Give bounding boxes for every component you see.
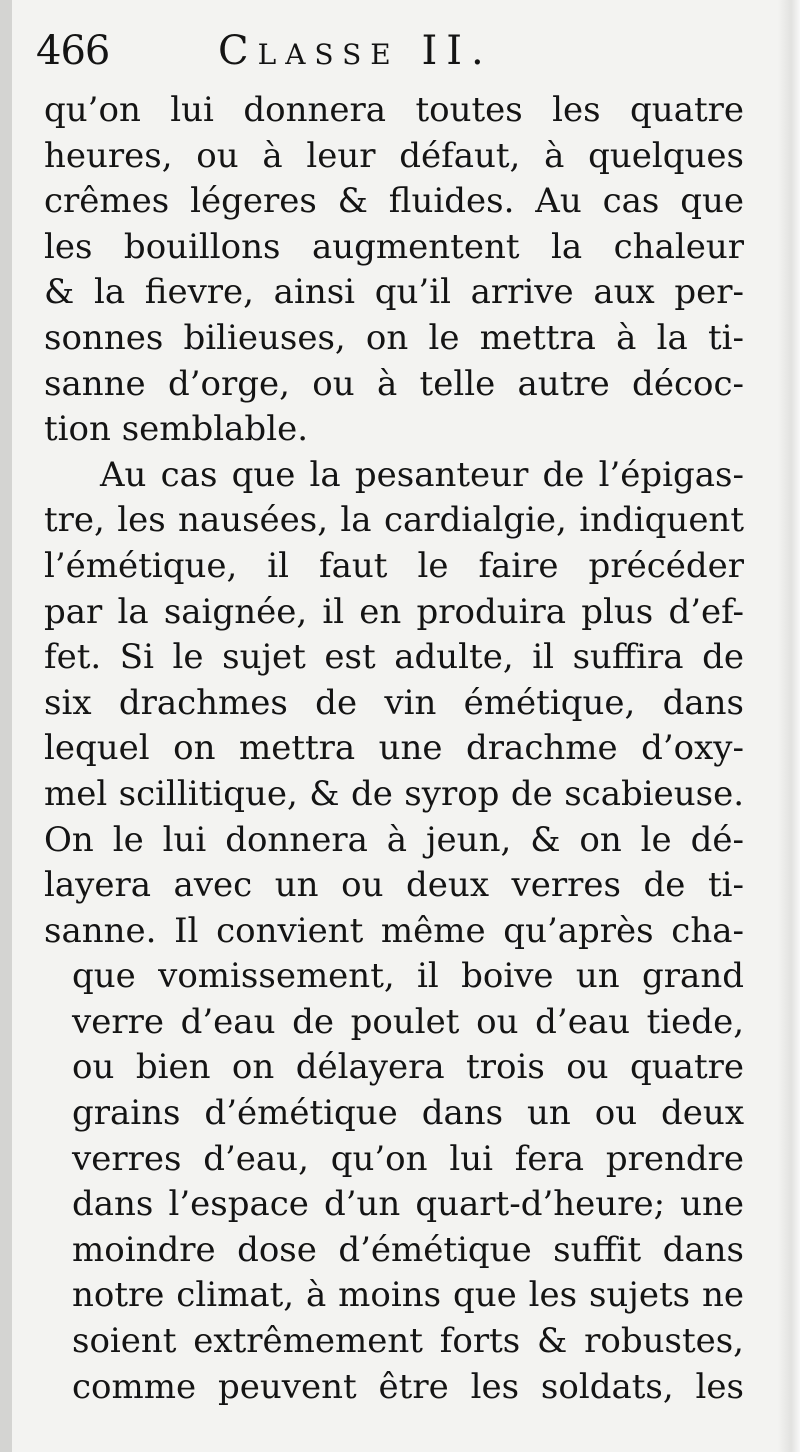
text-line: tion semblable. — [44, 409, 308, 450]
text-line: comme peuvent être les soldats, les — [72, 1366, 744, 1407]
text-line: dans l’espace d’un quart-d’heure; une — [72, 1184, 744, 1225]
text-line: moindre dose d’émétique suffit dans — [72, 1229, 744, 1270]
text-line: notre climat, à moins que les sujets ne — [72, 1275, 744, 1316]
text-line: grains d’émétique dans un ou deux — [72, 1093, 744, 1134]
text-line: crêmes légeres & fluides. Au cas que — [44, 181, 744, 222]
text-line: verre d’eau de poulet ou d’eau tiede, — [72, 1001, 744, 1042]
text-line: layera avec un ou deux verres de ti- — [44, 865, 744, 906]
page-left-edge — [0, 0, 12, 1452]
text-line: verres d’eau, qu’on lui fera prendre — [72, 1138, 744, 1179]
text-line: soient extrêmement forts & robustes, — [72, 1321, 744, 1362]
text-line: mel scillitique, & de syrop de scabieuse. — [44, 773, 744, 814]
text-line: On le lui donnera à jeun, & on le dé- — [44, 819, 744, 860]
text-line: que vomissement, il boive un grand — [72, 956, 744, 997]
text-line: & la fievre, ainsi qu’il arrive aux per- — [44, 272, 744, 313]
page-number: 466 — [36, 28, 110, 74]
page-right-edge — [778, 0, 800, 1452]
text-line: ou bien on délayera trois ou quatre — [72, 1047, 744, 1088]
text-line: heures, ou à leur défaut, à quelques — [44, 135, 744, 176]
text-line: qu’on lui donnera toutes les quatre — [44, 90, 744, 130]
paragraph-first-line: Au cas que la pesanteur de l’épigas- — [100, 454, 744, 495]
text-line: l’émétique, il faut le faire précéder — [44, 545, 744, 586]
text-line: les bouillons augmentent la chaleur — [44, 226, 744, 267]
text-line: fet. Si le sujet est adulte, il suffira de — [44, 637, 744, 678]
text-line: sonnes bilieuses, on le mettra à la ti- — [44, 317, 744, 358]
text-line: sanne. Il convient même qu’après cha- — [44, 910, 744, 951]
body-text — [44, 88, 744, 1410]
text-line: par la saignée, il en produira plus d’ef- — [44, 591, 744, 632]
text-line: lequel on mettra une drachme d’oxy- — [44, 728, 744, 769]
text-line: six drachmes de vin émétique, dans — [44, 682, 744, 723]
running-head: Classe II. — [218, 28, 493, 74]
text-line: sanne d’orge, ou à telle autre décoc- — [44, 363, 744, 404]
text-line: tre, les nausées, la cardialgie, indiquent — [44, 500, 744, 541]
